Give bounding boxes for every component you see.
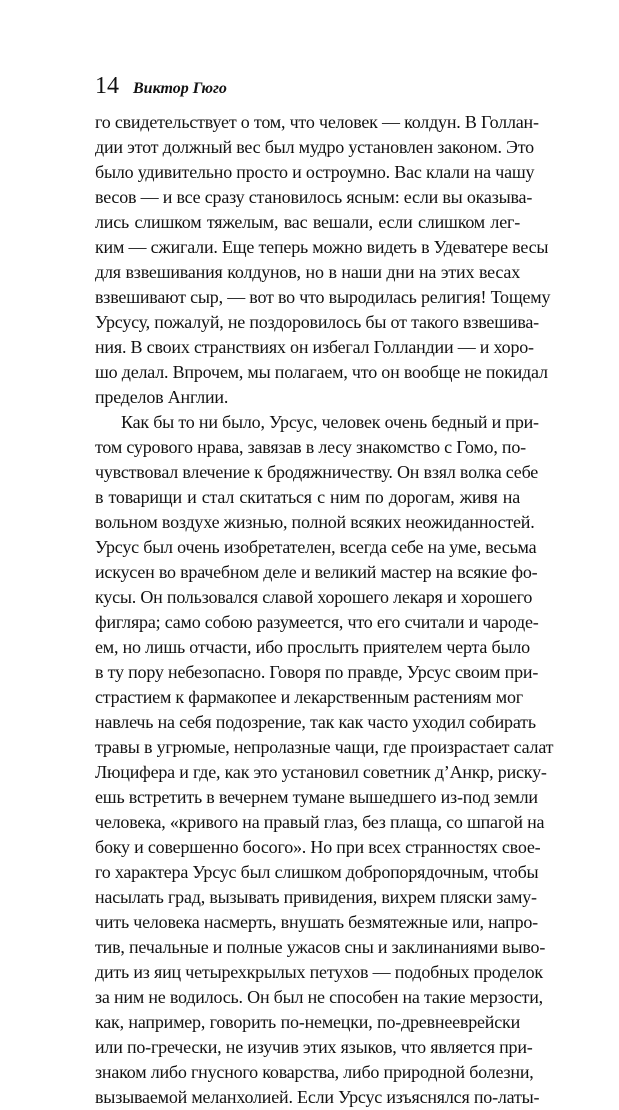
text-line: го свидетельствует о том, что человек — колдун. В Голлан- <box>95 112 539 132</box>
text-line: чувствовал влечение к бродяжничеству. Он взял волка себе <box>95 462 539 482</box>
text-line: Урсусу, пожалуй, не поздоровилось бы от такого взвешива- <box>95 312 539 332</box>
text-line: боку и совершенно босого». Но при всех странностях свое- <box>95 837 541 857</box>
text-line: ем, но лишь отчасти, ибо прослыть приятелем черта было <box>95 637 530 657</box>
text-line: для взвешивания колдунов, но в наши дни на этих весах <box>95 262 520 282</box>
text-line: лись слишком тяжелым, вас вешали, если слишком лег- <box>95 212 520 232</box>
text-line: как, например, говорить по-немецки, по-древнееврейски <box>95 1012 520 1032</box>
text-line: знаком либо гнусного коварства, либо природной болезни, <box>95 1062 534 1082</box>
text-line: го характера Урсус был слишком добропорядочным, чтобы <box>95 862 539 882</box>
text-line: ешь встретить в вечернем тумане вышедшего из-под земли <box>95 787 538 807</box>
text-line: фигляра; само собою разумеется, что его считали и чароде- <box>95 612 539 632</box>
text-line: искусен во врачебном деле и великий мастер на всякие фо- <box>95 562 538 582</box>
text-line: Урсус был очень изобретателен, всегда себе на уме, весьма <box>95 537 537 557</box>
text-line: вызываемой меланхолией. Если Урсус изъяснялся по-латы- <box>95 1087 540 1107</box>
text-line: человека, «кривого на правый глаз, без плаща, со шпагой на <box>95 812 545 832</box>
text-line: навлечь на себя подозрение, так как часто уходил собирать <box>95 712 536 732</box>
text-line: или по-гречески, не изучив этих языков, что является при- <box>95 1037 533 1057</box>
text-line: ким — сжигали. Еще теперь можно видеть в Удеватере весы <box>95 237 549 257</box>
text-line: насылать град, вызывать привидения, вихрем пляски заму- <box>95 887 537 907</box>
text-line: Как бы то ни было, Урсус, человек очень бедный и при- <box>121 412 539 432</box>
text-line: тив, печальные и полные ужасов сны и заклинаниями выво- <box>95 937 546 957</box>
text-line: было удивительно просто и остроумно. Вас клали на чашу <box>95 162 535 182</box>
text-line: травы в угрюмые, непролазные чащи, где произрастает салат <box>95 737 554 757</box>
paragraph <box>95 410 554 1110</box>
page-number: 14 <box>95 73 119 99</box>
running-head <box>95 71 227 101</box>
text-line: за ним не водилось. Он был не способен на такие мерзости, <box>95 987 543 1007</box>
text-line: Люцифера и где, как это установил советник д’Анкр, риску- <box>95 762 547 782</box>
text-line: дии этот должный вес был мудро установлен законом. Это <box>95 137 534 157</box>
text-line: весов — и все сразу становилось ясным: если вы оказыва- <box>95 187 533 207</box>
text-line: дить из яиц четырехкрылых петухов — подобных проделок <box>95 962 543 982</box>
author-name: Виктор Гюго <box>133 80 227 97</box>
text-line: ния. В своих странствиях он избегал Голландии — и хоро- <box>95 337 534 357</box>
text-line: в товарищи и стал скитаться с ним по дорогам, живя на <box>95 487 520 507</box>
text-line: чить человека насмерть, внушать безмятежные или, напро- <box>95 912 538 932</box>
text-line: в ту пору небезопасно. Говоря по правде, Урсус своим при- <box>95 662 539 682</box>
text-line: пределов Англии. <box>95 387 229 407</box>
text-line: том сурового нрава, завязав в лесу знакомство с Гомо, по- <box>95 437 526 457</box>
body-text <box>95 110 554 1110</box>
text-line: взвешивают сыр, — вот во что выродилась религия! Тощему <box>95 287 551 307</box>
paragraph <box>95 110 551 410</box>
text-line: кусы. Он пользовался славой хорошего лекаря и хорошего <box>95 587 533 607</box>
text-line: страстием к фармакопее и лекарственным растениям мог <box>95 687 523 707</box>
text-line: вольном воздухе жизнью, полной всяких неожиданностей. <box>95 512 535 532</box>
text-line: шо делал. Впрочем, мы полагаем, что он вообще не покидал <box>95 362 548 382</box>
